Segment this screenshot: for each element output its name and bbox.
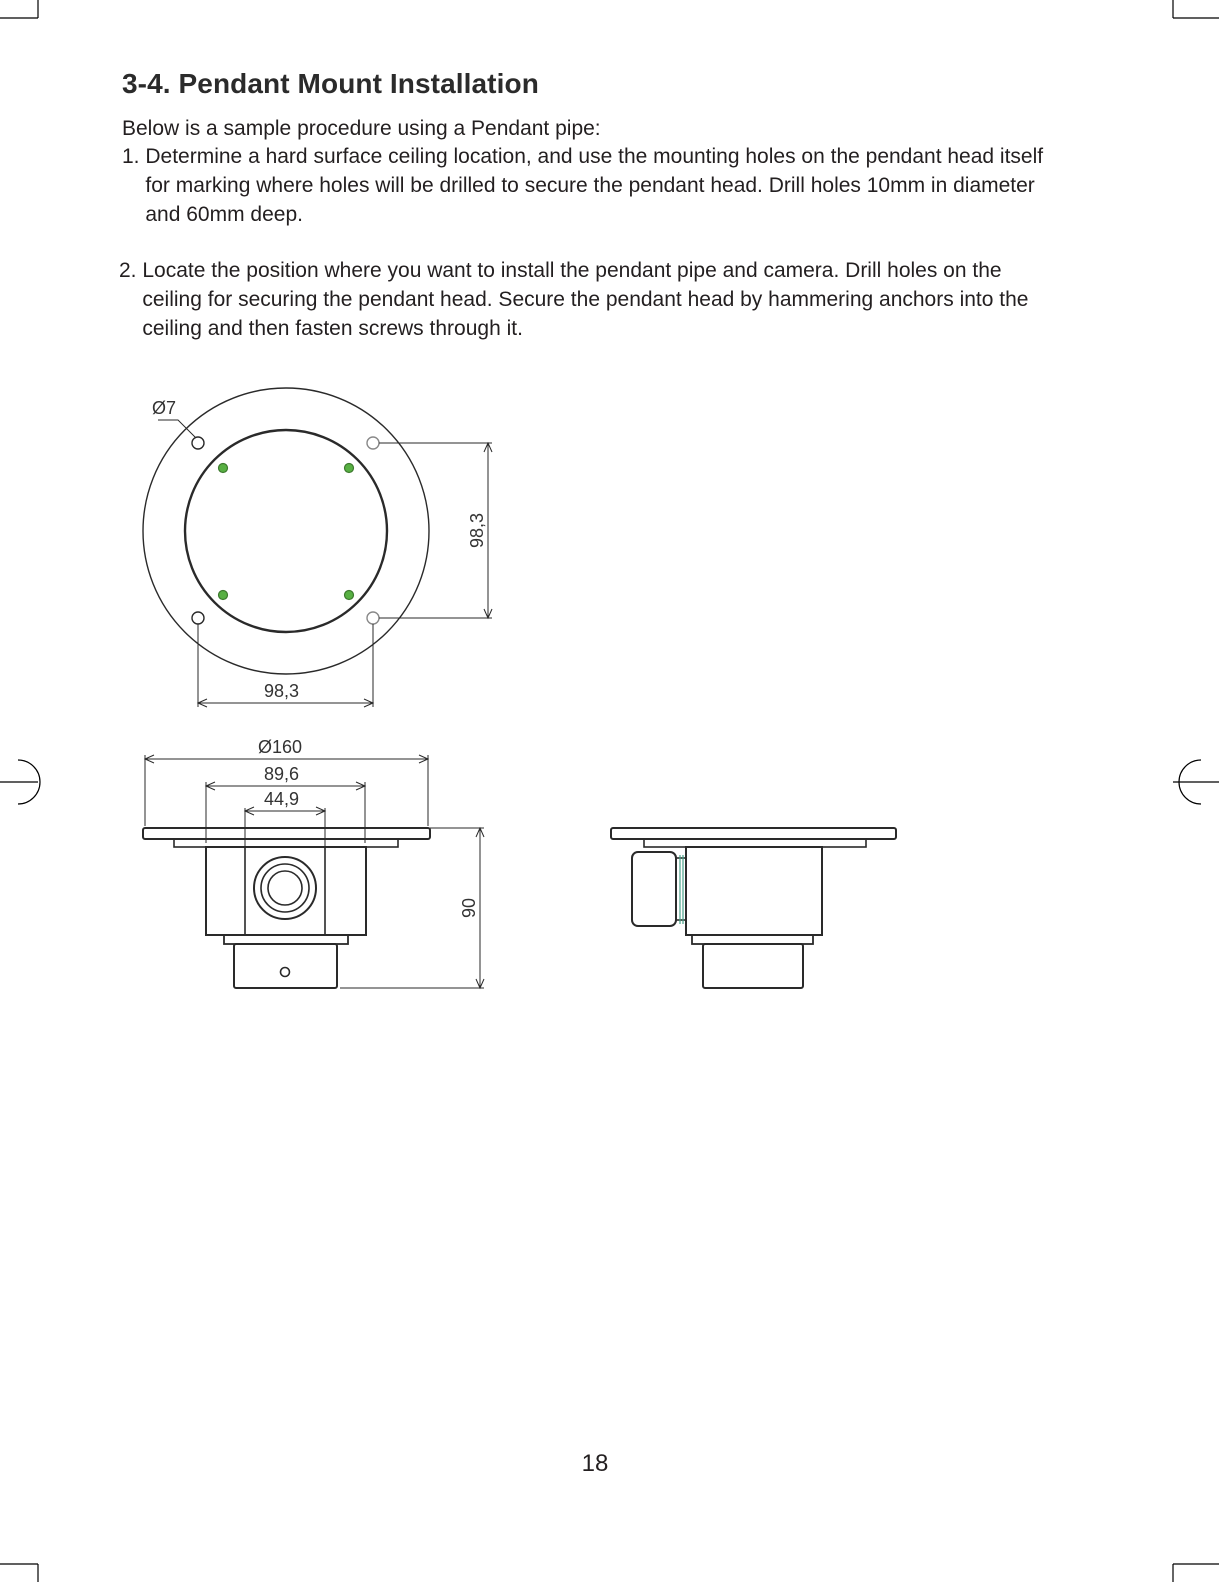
step-1-number: 1. [122,145,146,168]
hole-leader-line [158,420,196,438]
green-hole-2 [345,464,354,473]
inner-dim-label: 44,9 [264,789,300,809]
section-heading: 3-4. Pendant Mount Installation [122,68,539,99]
mount-hole-bl [192,612,204,624]
front-flange [143,828,430,839]
mount-hole-br [367,612,379,624]
step-1-text: Determine a hard surface ceiling location, and use the mounting holes on the pendant head itself for marking where holes will be drilled to secure the pendant head. Drill holes 10mm in diameter and 60mm deep. [145,145,1044,226]
green-hole-4 [345,591,354,600]
front-pipe-socket [234,944,337,988]
page-number: 18 [581,1450,609,1477]
side-view [611,828,896,988]
outer-diameter-label: Ø160 [258,737,303,757]
top-view [143,388,492,707]
vertical-dim-label: 98,3 [467,512,487,548]
mount-hole-tr [367,437,379,449]
horizontal-dim-label: 98,3 [264,681,300,701]
step-2-text: Locate the position where you want to install the pendant pipe and camera. Drill holes on the ceiling for securing the pendant head. Secure the pendant head by hammering anchors into the ceiling and then fasten screws through it. [142,259,1029,340]
base-inner-circle [185,430,387,632]
front-view [143,755,484,988]
cable-gland-outer [254,857,316,919]
green-hole-1 [219,464,228,473]
side-cable-gland [632,852,676,926]
hole-diameter-label: Ø7 [152,398,177,418]
side-housing [686,847,822,935]
intro-text: Below is a sample procedure using a Pendant pipe: [122,117,601,140]
side-pipe-socket [703,944,803,988]
set-screw-hole [281,968,290,977]
green-hole-3 [219,591,228,600]
height-dim-label: 90 [459,897,479,918]
side-flange [611,828,896,839]
middle-dim-label: 89,6 [264,764,300,784]
mount-hole-tl [192,437,204,449]
step-2-number: 2. [119,259,143,282]
front-housing [206,847,366,935]
